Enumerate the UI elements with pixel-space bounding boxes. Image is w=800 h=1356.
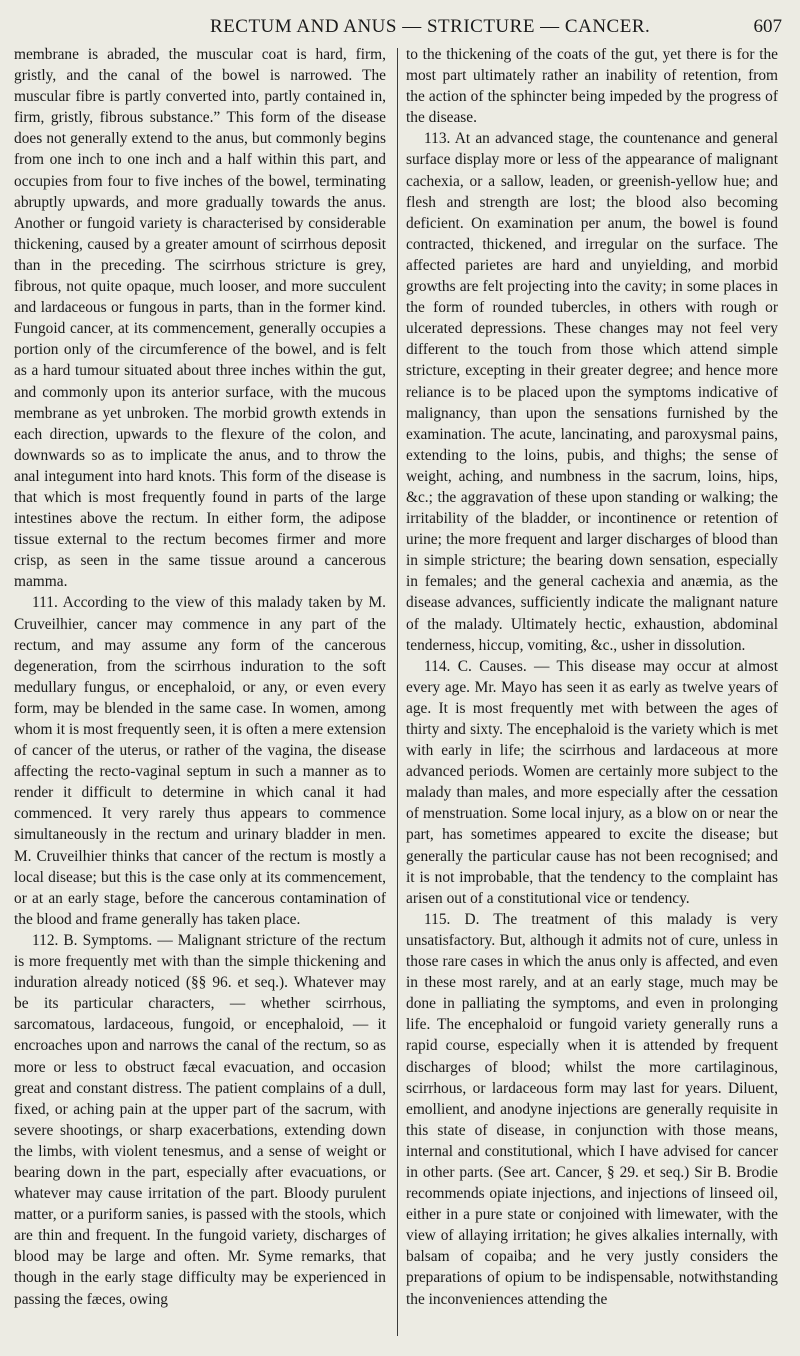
page-header [10,16,790,44]
column-divider [397,48,398,1336]
right-column [406,44,778,1310]
paragraph: to the thickening of the coats of the gut, yet there is for the most part ultimately rather an inability of retention, from the action of the sphincter being impeded by the progress of the disease. [406,46,778,127]
paragraph-114: 114. C. Causes. — This disease may occur at almost every age. Mr. Mayo has seen it as early as twelve years of age. It is most frequently met with between the ages of thirty and sixty. The encephaloid is the variety which is met with early in life; the scirrhous and lardaceous at more advanced periods. Women are certainly more subject to the malady than males, and more especially after the cessation of menstruation. Some local injury, as a blow on or near the part, has sometimes appeared to excite the disease; but generally the particular cause has not been recognised; and it is not improbable, that the tendency to the complaint has arisen out of a constitutional vice or tendency. [406,657,778,907]
running-title: RECTUM AND ANUS — STRICTURE — CANCER. [210,16,651,37]
left-column [14,44,386,1310]
paragraph-111: 111. According to the view of this malady taken by M. Cruveilhier, cancer may commence in any part of the rectum, and may assume any form of the cancerous degeneration, from the scirrhous induration to the soft medullary fungus, or encephaloid, or any, or even every form, may be blended in the same case. In women, among whom it is most frequently seen, it is often a mere extension of cancer of the uterus, or rather of the vagina, the disease affecting the recto-vaginal septum in such a manner as to render it difficult to determine in which canal it had commenced. It very rarely thus appears to commence simultaneously in the rectum and urinary bladder in men. M. Cruveilhier thinks that cancer of the rectum is mostly a local disease; but this is the case only at its commencement, or at an early stage, before the cancerous contamination of the blood and frame generally has taken place. [14,594,386,928]
paragraph-115: 115. D. The treatment of this malady is very unsatisfactory. But, although it admits not of cure, unless in those rare cases in which the anus only is affected, and even in these most rarely, and at an early stage, much may be done in palliating the symptoms, and even in prolonging life. The encephaloid or fungoid variety generally runs a rapid course, especially when it is attended by frequent discharges of blood; whilst the more cartilaginous, scirrhous, or lardaceous form may last for years. Diluent, emollient, and anodyne injections are generally requisite in this state of disease, in conjunction with those means, internal and constitutional, which I have advised for cancer in other parts. (See art. Cancer, § 29. et seq.) Sir B. Brodie recommends opiate injections, and injections of linseed oil, either in a pure state or conjoined with limewater, with the view of allaying irritation; he gives alkalies internally, with balsam of copaiba; and he very justly considers the preparations of opium to be indispensable, notwithstanding the inconveniences attending the [406,910,778,1308]
paragraph-113: 113. At an advanced stage, the countenance and general surface display more or less of the appearance of malignant cachexia, or a sallow, leaden, or greenish-yellow hue; and flesh and strength are lost; the blood also becoming deficient. On examination per anum, the bowel is found contracted, thickened, and irregular on the surface. The affected parietes are hard and unyielding, and morbid growths are felt projecting into the cavity; in some places in the form of rounded tubercles, in others with rough or ulcerated depressions. These changes may not feel very different to the touch from those which attend simple stricture, excepting in their greater degree; and hence more reliance is to be placed upon the symptoms indicative of malignancy, than upon the sensations furnished by the examination. The acute, lancinating, and paroxysmal pains, extending to the loins, pubis, and thighs; the sense of weight, aching, and numbness in the sacrum, loins, hips, &c.; the aggravation of these upon standing or walking; the irritability of the bladder, or incontinence or retention of urine; the more frequent and larger discharges of blood than in simple stricture; the bearing down sensation, especially in females; and the general cachexia and anæmia, as the disease advances, sufficiently indicate the malignant nature of the malady. Ultimately hectic, exhaustion, abdominal tenderness, hiccup, vomiting, &c., usher in dissolution. [406,130,778,654]
page-number: 607 [753,16,782,37]
paragraph-112: 112. B. Symptoms. — Malignant stricture of the rectum is more frequently met with than the simple thickening and induration already noticed (§§ 96. et seq.). Whatever may be its particular characters, — whether scirrhous, sarcomatous, lardaceous, fungoid, or encephaloid, — it encroaches upon and narrows the canal of the rectum, so as more or less to obstruct fæcal evacuation, and occasion great and constant distress. The patient complains of a dull, fixed, or aching pain at the upper part of the sacrum, with severe shootings, or sharp exacerbations, extending down the limbs, with violent tenesmus, and a sense of weight or bearing down in the part, especially after evacuations, or whatever may cause irritation of the part. Bloody purulent matter, or a puriform sanies, is passed with the stools, which are thin and frequent. In the fungoid variety, discharges of blood may be large and often. Mr. Syme remarks, that though in the early stage difficulty may be experienced in passing the fæces, owing [14,931,386,1308]
paragraph: membrane is abraded, the muscular coat is hard, firm, gristly, and the canal of the bowel is narrowed. The muscular fibre is partly converted into, partly contained in, firm, gristly, fibrous substance.” This form of the disease does not generally extend to the anus, but commonly begins from one inch to one inch and a half within this part, and occupies from four to five inches of the bowel, terminating abruptly upwards, and more gradually towards the anus. Another or fungoid variety is characterised by considerable thickening, caused by a greater amount of scirrhous deposit than in the preceding. The scirrhous stricture is grey, fibrous, not quite opaque, much looser, and more succulent and lardaceous or fungous in parts, than in the former kind. Fungoid cancer, at its commencement, generally occupies a portion only of the circumference of the bowel, and is felt as a hard tumour situated about three inches within the gut, and commonly upon its anterior surface, with the mucous membrane as yet unbroken. The morbid growth extends in each direction, upwards to the flexure of the colon, and downwards so as to implicate the anus, and to throw the anal integument into hard knots. This form of the disease is that which is most frequently found in parts of the large intestines above the rectum. In either form, the adipose tissue external to the rectum becomes firmer and more crisp, as seen in the same tissue around a cancerous mamma. [14,46,386,591]
